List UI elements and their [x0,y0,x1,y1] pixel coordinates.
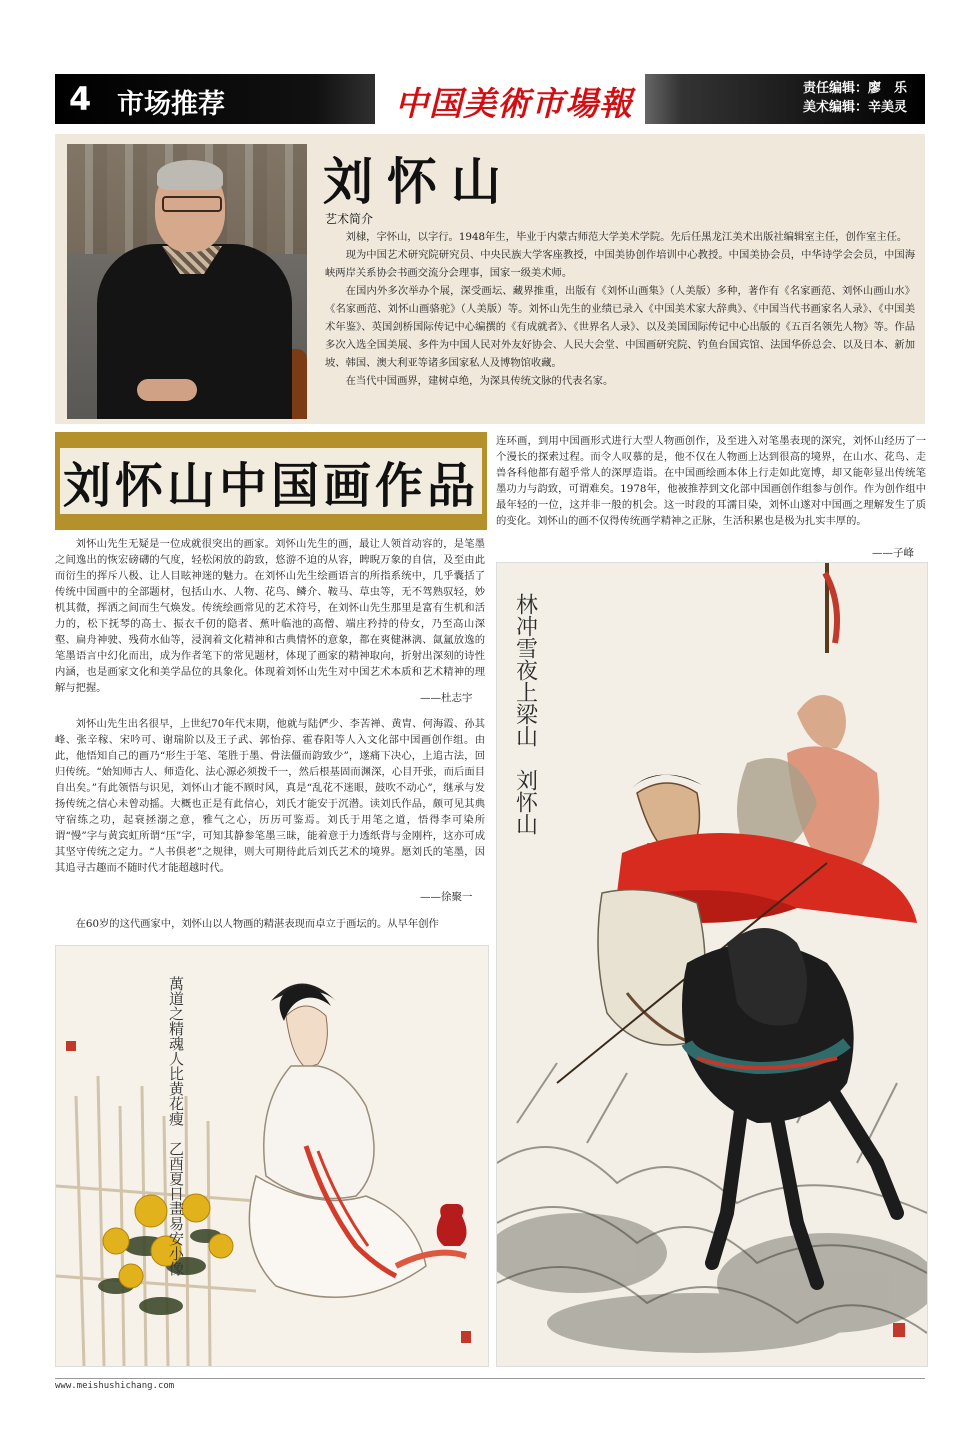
footer-url: www.meishushichang.com [55,1381,175,1391]
bio-paragraph: 刘棣，字怀山，以字行。1948年生，毕业于内蒙古师范大学美术学院。先后任黑龙江美术出版社编辑室主任，创作室主任。 [345,231,908,243]
painting-1-inscription: 萬道之精魂人比黄花瘦 乙酉夏日畫易安小像 [167,976,185,1276]
essay-3-continued [496,433,926,529]
portrait-hands [137,379,197,401]
essay-3-start [55,916,485,932]
footer-divider [55,1378,925,1379]
editor-line: 责任编辑：廖 乐 [802,81,907,96]
bio-label: 艺术简介 [325,212,374,226]
art-editor-line: 美术编辑：辛美灵 [802,100,907,115]
essay-paragraph: 连环画，到用中国画形式进行大型人物画创作，及至进入对笔墨表现的深究，刘怀山经历了一个漫长的探索过程。而令人叹慕的是，他不仅在人物画上达到很高的境界，在山水、花鸟、走兽各科他都有超乎常人的深厚造诣。在中国画绘画本体上行走如此宽博，却又能彰显出传统笔墨功力与韵致，可谓难矣。1978年，他被推荐到文化部中国画创作组参与创作。作为创作组中最年轻的一位，这并非一般的机会。这一时段的耳濡目染，刘怀山遂对中国画之理解发生了质的变化。刘怀山的画不仅得传统画学精神之正脉，生活积累也是极为扎实丰厚的。 [496,435,926,527]
artist-portrait [67,144,307,419]
painting-warrior-svg [497,563,927,1366]
artist-bio-panel [55,134,925,424]
essay-paragraph: 刘怀山先生出名很早，上世纪70年代末期，他就与陆俨少、李苦禅、黄胄、何海霞、孙其峰、张辛稼、宋吟可、谢瑞阶以及王子武、郭怡孮、霍春阳等人入文化部中国画创作组。由此，他悟知自己的画乃“形生于笔、笔胜于墨、骨法僵而韵致少”，遂痛下决心，上追古法，回归传统。“始知师古人、师造化、法心源必须拨千一，然后根基固而渊深，心目开张，而后面目自出矣。”有此领悟与识见，刘怀山才能不顾时风，真是“乱花不迷眼，鼓吹不动心”，继承与发扬传统之信心未曾动摇。大概也正是有此信心，刘氏才能安于沉潜。读刘氏作品，颇可见其典守宿练之功，起衰拯溺之意，雅气之心，历历可鉴焉。刘氏于用笔之道，悟得李可染所谓“慢”字与黄宾虹所谓“压”字，可知其静参笔墨三昧，能着意于力透纸背与金刚杵，这亦可成其坚守传统之定力。“人书俱老”之规律，则大可期待此后刘氏艺术的境界。愿刘氏的笔墨，因其追寻古趣而不随时代才能超越时代。 [55,718,485,874]
section-title: 市场推荐 [117,89,225,120]
portrait-glasses [162,196,222,212]
essay-paragraph: 在60岁的这代画家中，刘怀山以人物画的精湛表现而卓立于画坛的。从早年创作 [75,918,439,930]
painting-2-inscription: 林冲雪夜上梁山 刘怀山 [512,593,538,835]
portrait-hair [157,160,223,190]
page-number: 4 [69,80,92,118]
page-header [55,74,925,124]
painting-lady-svg [56,946,488,1366]
essay-1-signature: ——杜志宇 [420,692,473,704]
bio-paragraph: 在当代中国画界，建树卓绝，为深具传统文脉的代表名家。 [345,375,614,387]
painting-lady-chrysanthemum [55,945,489,1367]
bio-text [325,228,915,390]
essay-1 [55,536,485,696]
works-title-banner [55,432,487,530]
essay-2 [55,716,485,876]
newspaper-masthead: 中国美術市場報 [395,84,633,123]
bio-paragraph: 在国内外多次举办个展，深受画坛、藏界推重，出版有《刘怀山画集》（人美版）多种，著作有《名家画范、刘怀山画山水》《名家画范、刘怀山画骆驼》（人美版）等。刘怀山先生的业绩已录入《中国美术家大辞典》、《中国当代书画家名人录》、《中国美术年鉴》、英国剑桥国际传记中心编撰的《有成就者》、《世界名人录》、以及美国国际传记中心出版的《五百名领先人物》等。作品多次入选全国美展、多件为中国人民对外友好协会、人民大会堂、中国画研究院、钓鱼台国宾馆、法国华侨总会、以及日本、新加坡、韩国、澳大利亚等诸多国家私人及博物馆收藏。 [325,285,915,369]
essay-2-signature: ——徐聚一 [420,891,473,903]
painting-warrior-horse [496,562,928,1367]
works-title: 刘怀山中国画作品 [62,457,479,514]
works-title-inner [60,448,482,514]
bio-paragraph: 现为中国艺术研究院研究员、中央民族大学客座教授，中国美协创作培训中心教授。中国美协会员，中华诗学会会员，中国海峡两岸关系协会书画交流分会理事，国家一级美术师。 [325,249,915,279]
artist-name: 刘怀山 [323,153,515,211]
essay-3-signature: ——子峰 [872,547,914,559]
essay-paragraph: 刘怀山先生无疑是一位成就很突出的画家。刘怀山先生的画，最让人领首动容的，是笔墨之间逸出的恢宏磅礴的气度，轻松闲放的韵致，悠游不迫的从容，睥睨万象的自信，及至由此而衍生的挥斥八极、让人目眩神迷的魅力。在刘怀山先生绘画语言的所指系统中，几乎囊括了传统中国画中的全部题材，包括山水、人物、花鸟、鳞介、鞍马、草虫等，无不驾熟驭轻，妙机其微，挥洒之间而生气焕发。传统绘画常见的艺术符号，在刘怀山先生那里是富有生机和活力的，松下抚琴的高士、振衣千仞的隐者、蕉叶临池的高僧、端庄矜持的侍女，乃至高山深壑、扁舟神驶、残荷水仙等，浸润着文化精神和古典情怀的意象，都在爽健淋漓、氤氲放逸的笔墨语言中幻化而出，成为作者笔下的常见题材，体现了画家的精神取向，折射出深刻的诗性内涵，也是画家文化和美学品位的具象化。体现着刘怀山先生对中国艺术本质和艺术精神的理解与把握。 [55,538,485,694]
editor-credits [803,79,907,117]
